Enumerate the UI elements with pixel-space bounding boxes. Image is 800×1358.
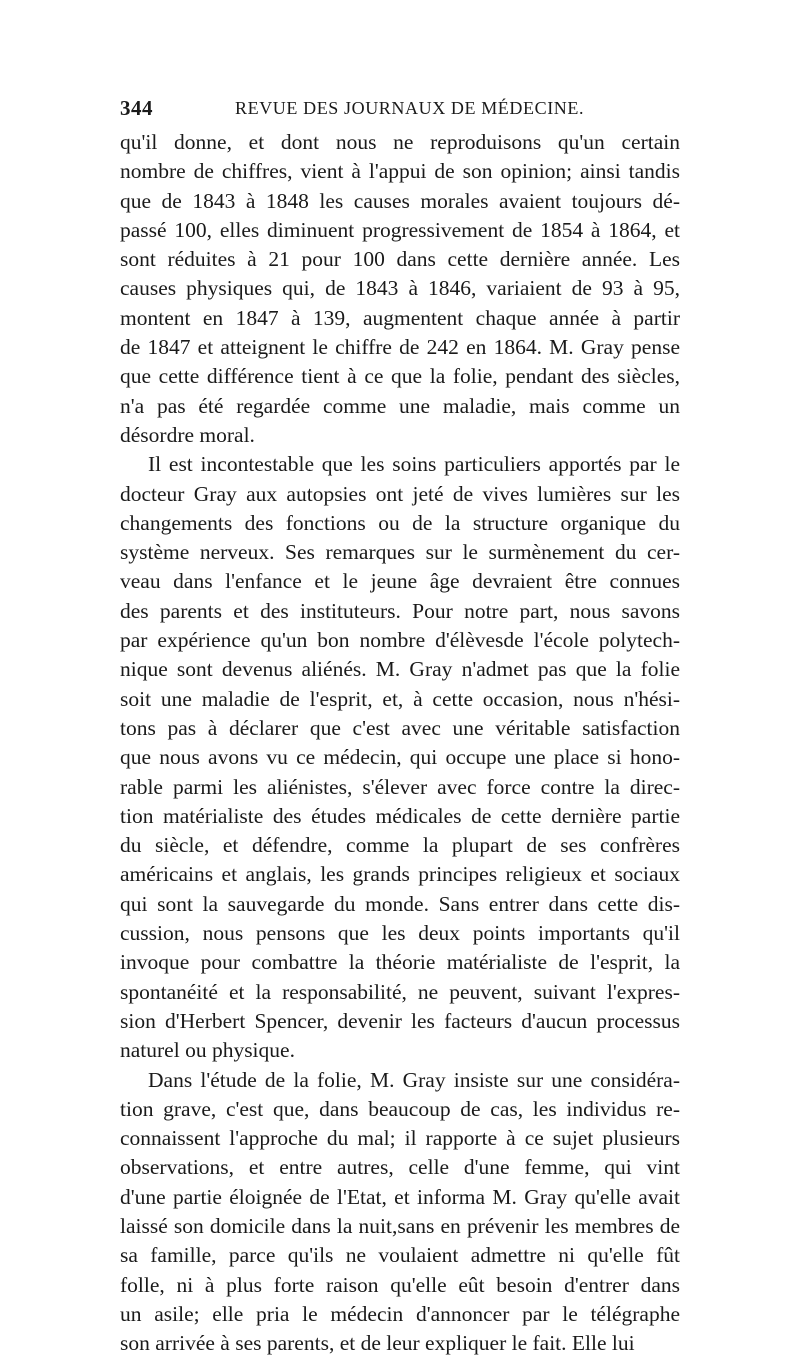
text-line: désordre moral.: [120, 421, 680, 450]
paragraph: [120, 450, 680, 1065]
body-text: [120, 128, 680, 1358]
text-line: des parents et des instituteurs. Pour notre part, nous savons: [120, 597, 680, 626]
text-line: naturel ou physique.: [120, 1036, 680, 1065]
text-line: nombre de chiffres, vient à l'appui de son opinion; ainsi tandis: [120, 157, 680, 186]
text-line: par expérience qu'un bon nombre d'élèvesde l'école polytech-: [120, 626, 680, 655]
text-line: invoque pour combattre la théorie matérialiste de l'esprit, la: [120, 948, 680, 977]
book-page: [120, 96, 680, 1358]
text-line: américains et anglais, les grands principes religieux et sociaux: [120, 860, 680, 889]
paragraph: [120, 1066, 680, 1358]
text-line: d'une partie éloignée de l'Etat, et informa M. Gray qu'elle avait: [120, 1183, 680, 1212]
paragraph: [120, 128, 680, 450]
text-line: système nerveux. Ses remarques sur le surmènement du cer-: [120, 538, 680, 567]
text-line: que nous avons vu ce médecin, qui occupe une place si hono-: [120, 743, 680, 772]
text-line: que de 1843 à 1848 les causes morales avaient toujours dé-: [120, 187, 680, 216]
text-line: du siècle, et défendre, comme la plupart de ses confrères: [120, 831, 680, 860]
text-line: Il est incontestable que les soins particuliers apportés par le: [120, 450, 680, 479]
text-line: spontanéité et la responsabilité, ne peuvent, suivant l'expres-: [120, 978, 680, 1007]
text-line: un asile; elle pria le médecin d'annoncer par le télégraphe: [120, 1300, 680, 1329]
text-line: laissé son domicile dans la nuit,sans en prévenir les membres de: [120, 1212, 680, 1241]
text-line: causes physiques qui, de 1843 à 1846, variaient de 93 à 95,: [120, 274, 680, 303]
text-line: Dans l'étude de la folie, M. Gray insiste sur une considéra-: [120, 1066, 680, 1095]
text-line: sion d'Herbert Spencer, devenir les facteurs d'aucun processus: [120, 1007, 680, 1036]
text-line: de 1847 et atteignent le chiffre de 242 en 1864. M. Gray pense: [120, 333, 680, 362]
text-line: observations, et entre autres, celle d'une femme, qui vint: [120, 1153, 680, 1182]
text-line: sont réduites à 21 pour 100 dans cette dernière année. Les: [120, 245, 680, 274]
text-line: cussion, nous pensons que les deux points importants qu'il: [120, 919, 680, 948]
text-line: son arrivée à ses parents, et de leur expliquer le fait. Elle lui: [120, 1329, 680, 1358]
page-header: [120, 96, 680, 126]
text-line: montent en 1847 à 139, augmentent chaque année à partir: [120, 304, 680, 333]
text-line: folle, ni à plus forte raison qu'elle eût besoin d'entrer dans: [120, 1271, 680, 1300]
text-line: veau dans l'enfance et le jeune âge devraient être connues: [120, 567, 680, 596]
text-line: passé 100, elles diminuent progressivement de 1854 à 1864, et: [120, 216, 680, 245]
text-line: sa famille, parce qu'ils ne voulaient admettre ni qu'elle fût: [120, 1241, 680, 1270]
text-line: connaissent l'approche du mal; il rapporte à ce sujet plusieurs: [120, 1124, 680, 1153]
text-line: soit une maladie de l'esprit, et, à cette occasion, nous n'hési-: [120, 685, 680, 714]
text-line: changements des fonctions ou de la structure organique du: [120, 509, 680, 538]
text-line: tons pas à déclarer que c'est avec une véritable satisfaction: [120, 714, 680, 743]
text-line: qui sont la sauvegarde du monde. Sans entrer dans cette dis-: [120, 890, 680, 919]
text-line: tion matérialiste des études médicales de cette dernière partie: [120, 802, 680, 831]
text-line: docteur Gray aux autopsies ont jeté de vives lumières sur les: [120, 480, 680, 509]
page-number: 344: [120, 96, 153, 121]
text-line: qu'il donne, et dont nous ne reproduisons qu'un certain: [120, 128, 680, 157]
text-line: nique sont devenus aliénés. M. Gray n'admet pas que la folie: [120, 655, 680, 684]
text-line: n'a pas été regardée comme une maladie, mais comme un: [120, 392, 680, 421]
text-line: rable parmi les aliénistes, s'élever avec force contre la direc-: [120, 773, 680, 802]
text-line: tion grave, c'est que, dans beaucoup de cas, les individus re-: [120, 1095, 680, 1124]
text-line: que cette différence tient à ce que la folie, pendant des siècles,: [120, 362, 680, 391]
running-title: REVUE DES JOURNAUX DE MÉDECINE.: [235, 98, 584, 119]
